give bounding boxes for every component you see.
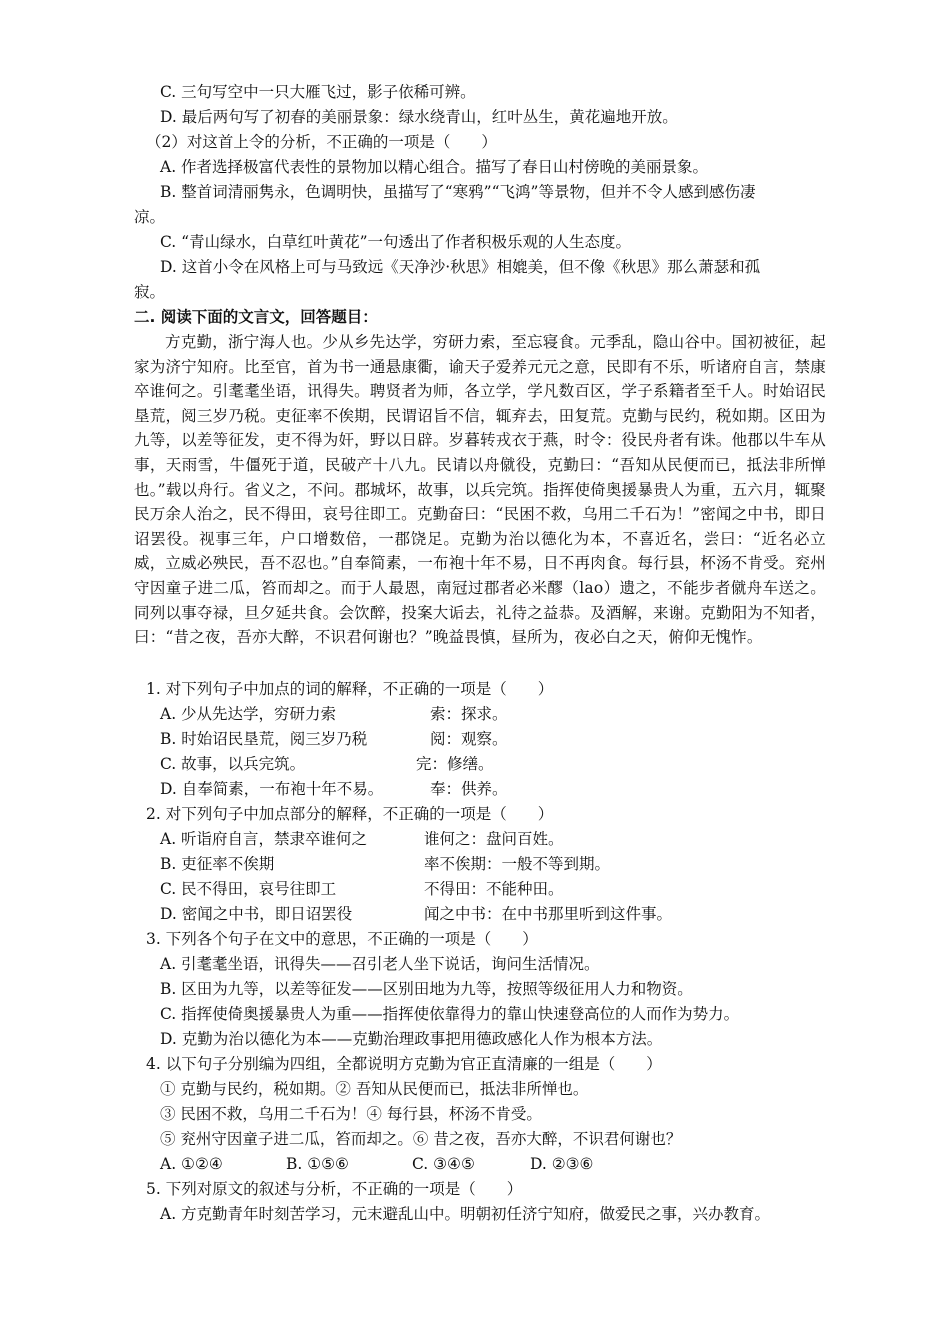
q4-sentence-row: ① 克勤与民约，税如期。② 吾知从民便而已，抵法非所惮也。: [160, 1080, 589, 1098]
q3-option-d: D. 克勤为治以德化为本——克勤治理政事把用德政感化人作为根本方法。: [160, 1030, 663, 1048]
q5-option-a: A. 方克勤青年时刻苦学习，元末避乱山中。明朝初任济宁知府，做爱民之事，兴办教育。: [160, 1205, 771, 1223]
option-c-line: C. 三句写空中一只大雁飞过，影子依稀可辨。: [160, 83, 476, 101]
q1-option-d-gloss: 奉：供养。: [430, 780, 508, 798]
option-d-continuation: 寂。: [134, 283, 166, 301]
question-stem: （2）对这首上令的分析，不正确的一项是（ ）: [146, 133, 497, 151]
q4-option-a: A. ①②④: [160, 1155, 223, 1173]
q1-option-b-gloss: 阅：观察。: [430, 730, 508, 748]
question-1-stem: 1. 对下列句子中加点的词的解释，不正确的一项是（ ）: [146, 680, 554, 698]
q1-option-b: B. 时始诏民垦荒，阅三岁乃税: [160, 730, 368, 748]
q1-option-c-gloss: 完：修缮。: [416, 755, 494, 773]
q2-option-a: A. 听诣府自言，禁隶卒谁何之: [160, 830, 368, 848]
q3-option-a: A. 引耄耄坐语，讯得失——召引老人坐下说话，询问生活情况。: [160, 955, 600, 973]
option-b-line: B. 整首词清丽隽永，色调明快，虽描写了“寒鸦”“飞鸿”等景物，但并不令人感到感伤凄: [160, 183, 756, 201]
q4-sentence-row: ⑤ 兖州守因童子进二瓜，笞而却之。⑥ 昔之夜，吾亦大醉，不识君何谢也？: [160, 1130, 682, 1148]
section-heading: 二. 阅读下面的文言文，回答题目：: [134, 308, 378, 326]
q2-option-c-gloss: 不得田：不能种田。: [424, 880, 564, 898]
q1-option-d: D. 自奉简素，一布袍十年不易。: [160, 780, 384, 798]
q2-option-d-gloss: 闻之中书：在中书那里听到这件事。: [424, 905, 673, 923]
q1-option-a: A. 少从先达学，穷研力索: [160, 705, 337, 723]
q2-option-b: B. 吏征率不俟期: [160, 855, 275, 873]
question-4-stem: 4. 以下句子分别编为四组，全都说明方克勤为官正直清廉的一组是（ ）: [146, 1055, 662, 1073]
option-d-line: D. 这首小令在风格上可与马致远《天净沙·秋思》相媲美，但不像《秋思》那么萧瑟和孤: [160, 258, 761, 276]
q2-option-d: D. 密闻之中书，即日诏罢役: [160, 905, 353, 923]
option-d-line: D. 最后两句写了初春的美丽景象：绿水绕青山，红叶丛生，黄花遍地开放。: [160, 108, 678, 126]
option-c-line: C. “青山绿水，白草红叶黄花”一句透出了作者积极乐观的人生态度。: [160, 233, 632, 251]
q3-option-c: C. 指挥使倚奥援暴贵人为重——指挥使依靠得力的靠山快速登高位的人而作为势力。: [160, 1005, 740, 1023]
option-a-line: A. 作者选择极富代表性的景物加以精心组合。描写了春日山村傍晚的美丽景象。: [160, 158, 709, 176]
q4-option-b: B. ①⑤⑥: [286, 1155, 349, 1173]
passage-text: 方克勤，浙宁海人也。少从乡先达学，穷研力索，至忘寝食。元季乱，隐山谷中。国初被征，起家为济宁知府。比至官，首为书一通悬康衢，谕天子爱养元元之意，民即有不乐，听诸府自言，禁康卒谁何之。引耄耄坐语，讯得失。聘贤者为师，各立学，学凡数百区，学子系籍者至千人。时始诏民垦荒，阅三岁乃税。吏征率不俟期，民谓诏旨不信，辄弃去，田复荒。克勤与民约，税如期。区田为九等，以差等征发，吏不得为奸，野以日辟。岁暮转戎衣于燕，时令：役民舟者有诛。他郡以牛车从事，天雨雪，牛僵死于道，民破产十八九。民请以舟僦役，克勤曰：“吾知从民便而已，抵法非所惮也。”载以舟行。省义之，不问。郡城坏，故事，以兵完筑。指挥使倚奥援暴贵人为重，五六月，辄聚民万余人治之，民不得田，哀号往即工。克勤奋曰：“民困不救，乌用二千石为！”密闻之中书，即日诏罢役。视事三年，户口增数倍，一郡饶足。克勤为治以德化为本，不喜近名，尝曰：“近名必立威，立威必殃民，吾不忍也。”自奉简素，一布袍十年不易，日不再肉食。每行县，杯汤不肯受。兖州守因童子进二瓜，笞而却之。而于人最恩，南冠过郡者必米醪（lao）遗之，不能步者僦舟车送之。同列以事夺禄，旦夕延共食。会饮醉，投案大诟去，礼待之益恭。及酒解，来谢。克勤阳为不知者，曰：“昔之夜，吾亦大醉，不识君何谢也？”晚益畏慎，昼所为，夜必白之天，俯仰无愧怍。: [134, 333, 826, 647]
q2-option-c: C. 民不得田，哀号往即工: [160, 880, 337, 898]
q1-option-a-gloss: 索：探求。: [430, 705, 508, 723]
q4-option-c: C. ③④⑤: [412, 1155, 475, 1173]
q4-sentence-row: ③ 民困不救，乌用二千石为！④ 每行县，杯汤不肯受。: [160, 1105, 542, 1123]
q3-option-b: B. 区田为九等，以差等征发——区别田地为九等，按照等级征用人力和物资。: [160, 980, 693, 998]
q2-option-b-gloss: 率不俟期：一般不等到期。: [424, 855, 611, 873]
q1-option-c: C. 故事，以兵完筑。: [160, 755, 306, 773]
q4-option-d: D. ②③⑥: [530, 1155, 594, 1173]
question-3-stem: 3. 下列各个句子在文中的意思，不正确的一项是（ ）: [146, 930, 538, 948]
q2-option-a-gloss: 谁何之：盘问百姓。: [424, 830, 564, 848]
question-2-stem: 2. 对下列句子中加点部分的解释，不正确的一项是（ ）: [146, 805, 554, 823]
option-b-continuation: 凉。: [134, 208, 166, 226]
question-5-stem: 5. 下列对原文的叙述与分析，不正确的一项是（ ）: [146, 1180, 523, 1198]
